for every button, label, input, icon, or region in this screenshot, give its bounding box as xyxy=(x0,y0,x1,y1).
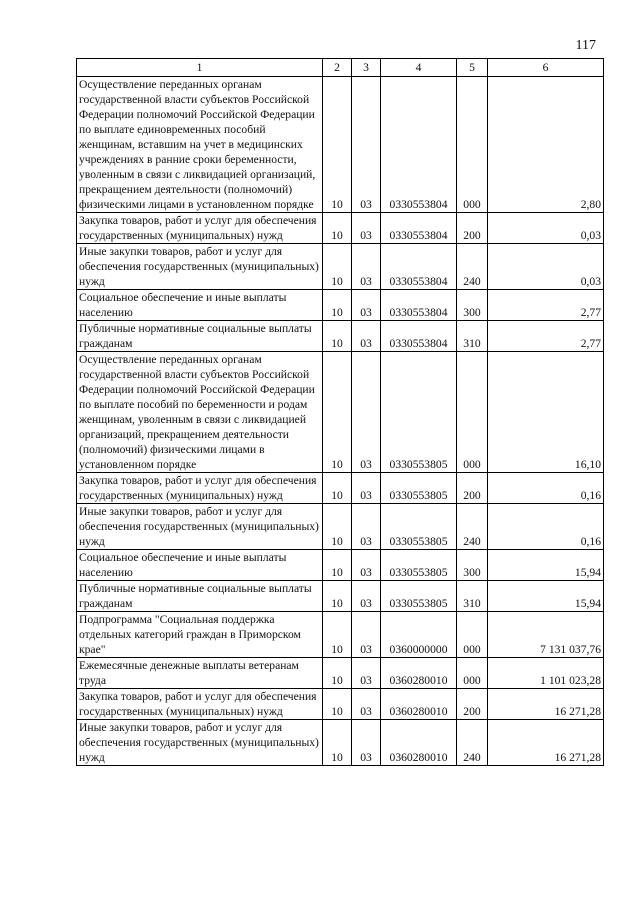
row-name-cell: Осуществление переданных органам государственной власти субъектов Российской Федерации полномочий Российской Федерации по выплате пособий по беременности и родам женщинам, уволенным в связи с ликвидацией организаций, прекращением деятельности (полномочий) физическими лицами в установленном порядке xyxy=(77,352,323,473)
row-amount-cell: 7 131 037,76 xyxy=(488,612,604,658)
row-amount-cell: 2,77 xyxy=(488,321,604,352)
row-csr-cell: 0330553805 xyxy=(381,581,457,612)
row-podrazdel-cell: 03 xyxy=(352,290,381,321)
row-vr-cell: 300 xyxy=(457,550,488,581)
table-row xyxy=(77,473,604,504)
table-row xyxy=(77,213,604,244)
row-razdel-cell: 10 xyxy=(323,213,352,244)
row-vr-cell: 240 xyxy=(457,720,488,766)
row-name-cell: Иные закупки товаров, работ и услуг для обеспечения государственных (муниципальных) нужд xyxy=(77,244,323,290)
row-podrazdel-cell: 03 xyxy=(352,504,381,550)
header-cell-amount: 6 xyxy=(488,59,604,77)
table-row xyxy=(77,689,604,720)
row-csr-cell: 0360000000 xyxy=(381,612,457,658)
table-row xyxy=(77,504,604,550)
row-name-cell: Закупка товаров, работ и услуг для обеспечения государственных (муниципальных) нужд xyxy=(77,473,323,504)
row-podrazdel-cell: 03 xyxy=(352,689,381,720)
row-amount-cell: 0,16 xyxy=(488,504,604,550)
row-razdel-cell: 10 xyxy=(323,581,352,612)
row-vr-cell: 200 xyxy=(457,689,488,720)
row-vr-cell: 000 xyxy=(457,612,488,658)
row-csr-cell: 0360280010 xyxy=(381,689,457,720)
row-podrazdel-cell: 03 xyxy=(352,473,381,504)
row-name-cell: Осуществление переданных органам государственной власти субъектов Российской Федерации полномочий Российской Федерации по выплате единовременных пособий женщинам, вставшим на учет в медицинских учреждениях в ранние сроки беременности, уволенным в связи с ликвидацией организаций, прекращением деятельности (полномочий) физическими лицами в установленном порядке xyxy=(77,77,323,213)
row-amount-cell: 15,94 xyxy=(488,550,604,581)
row-razdel-cell: 10 xyxy=(323,612,352,658)
table-row xyxy=(77,290,604,321)
row-amount-cell: 16 271,28 xyxy=(488,720,604,766)
row-razdel-cell: 10 xyxy=(323,550,352,581)
table-row xyxy=(77,550,604,581)
row-amount-cell: 2,77 xyxy=(488,290,604,321)
row-csr-cell: 0330553804 xyxy=(381,321,457,352)
table-row xyxy=(77,77,604,213)
row-amount-cell: 16 271,28 xyxy=(488,689,604,720)
row-razdel-cell: 10 xyxy=(323,689,352,720)
header-cell-name: 1 xyxy=(77,59,323,77)
row-razdel-cell: 10 xyxy=(323,244,352,290)
row-name-cell: Закупка товаров, работ и услуг для обеспечения государственных (муниципальных) нужд xyxy=(77,689,323,720)
row-csr-cell: 0330553804 xyxy=(381,213,457,244)
row-vr-cell: 310 xyxy=(457,581,488,612)
row-razdel-cell: 10 xyxy=(323,321,352,352)
row-vr-cell: 000 xyxy=(457,658,488,689)
table-header-row xyxy=(77,59,604,77)
row-csr-cell: 0330553804 xyxy=(381,290,457,321)
row-razdel-cell: 10 xyxy=(323,504,352,550)
row-name-cell: Иные закупки товаров, работ и услуг для обеспечения государственных (муниципальных) нужд xyxy=(77,720,323,766)
row-vr-cell: 000 xyxy=(457,352,488,473)
row-razdel-cell: 10 xyxy=(323,77,352,213)
row-vr-cell: 240 xyxy=(457,504,488,550)
row-name-cell: Закупка товаров, работ и услуг для обеспечения государственных (муниципальных) нужд xyxy=(77,213,323,244)
row-podrazdel-cell: 03 xyxy=(352,352,381,473)
row-amount-cell: 0,03 xyxy=(488,213,604,244)
row-amount-cell: 15,94 xyxy=(488,581,604,612)
row-csr-cell: 0330553805 xyxy=(381,473,457,504)
row-razdel-cell: 10 xyxy=(323,720,352,766)
table-body xyxy=(77,59,604,766)
table-row xyxy=(77,581,604,612)
row-podrazdel-cell: 03 xyxy=(352,77,381,213)
row-csr-cell: 0330553804 xyxy=(381,77,457,213)
row-podrazdel-cell: 03 xyxy=(352,321,381,352)
row-podrazdel-cell: 03 xyxy=(352,213,381,244)
row-vr-cell: 240 xyxy=(457,244,488,290)
row-podrazdel-cell: 03 xyxy=(352,612,381,658)
row-amount-cell: 0,16 xyxy=(488,473,604,504)
page-number: 117 xyxy=(575,38,596,53)
row-vr-cell: 310 xyxy=(457,321,488,352)
row-vr-cell: 200 xyxy=(457,213,488,244)
row-name-cell: Социальное обеспечение и иные выплаты населению xyxy=(77,290,323,321)
row-amount-cell: 16,10 xyxy=(488,352,604,473)
header-cell-csr: 4 xyxy=(381,59,457,77)
row-name-cell: Иные закупки товаров, работ и услуг для обеспечения государственных (муниципальных) нужд xyxy=(77,504,323,550)
row-csr-cell: 0360280010 xyxy=(381,658,457,689)
row-podrazdel-cell: 03 xyxy=(352,244,381,290)
row-name-cell: Подпрограмма "Социальная поддержка отдельных категорий граждан в Приморском крае" xyxy=(77,612,323,658)
row-amount-cell: 2,80 xyxy=(488,77,604,213)
row-razdel-cell: 10 xyxy=(323,352,352,473)
row-podrazdel-cell: 03 xyxy=(352,581,381,612)
table-row xyxy=(77,720,604,766)
row-amount-cell: 1 101 023,28 xyxy=(488,658,604,689)
table-row xyxy=(77,352,604,473)
budget-table xyxy=(76,58,604,766)
row-csr-cell: 0360280010 xyxy=(381,720,457,766)
header-cell-podrazdel: 3 xyxy=(352,59,381,77)
row-name-cell: Социальное обеспечение и иные выплаты населению xyxy=(77,550,323,581)
row-name-cell: Ежемесячные денежные выплаты ветеранам труда xyxy=(77,658,323,689)
table-row xyxy=(77,321,604,352)
row-vr-cell: 200 xyxy=(457,473,488,504)
row-razdel-cell: 10 xyxy=(323,658,352,689)
row-csr-cell: 0330553805 xyxy=(381,504,457,550)
row-vr-cell: 000 xyxy=(457,77,488,213)
row-csr-cell: 0330553805 xyxy=(381,550,457,581)
row-vr-cell: 300 xyxy=(457,290,488,321)
row-amount-cell: 0,03 xyxy=(488,244,604,290)
row-razdel-cell: 10 xyxy=(323,473,352,504)
header-cell-vr: 5 xyxy=(457,59,488,77)
table-row xyxy=(77,612,604,658)
row-podrazdel-cell: 03 xyxy=(352,720,381,766)
row-csr-cell: 0330553805 xyxy=(381,352,457,473)
header-cell-razdel: 2 xyxy=(323,59,352,77)
row-podrazdel-cell: 03 xyxy=(352,550,381,581)
row-csr-cell: 0330553804 xyxy=(381,244,457,290)
table-row xyxy=(77,658,604,689)
row-razdel-cell: 10 xyxy=(323,290,352,321)
row-name-cell: Публичные нормативные социальные выплаты гражданам xyxy=(77,321,323,352)
table-row xyxy=(77,244,604,290)
row-podrazdel-cell: 03 xyxy=(352,658,381,689)
row-name-cell: Публичные нормативные социальные выплаты гражданам xyxy=(77,581,323,612)
